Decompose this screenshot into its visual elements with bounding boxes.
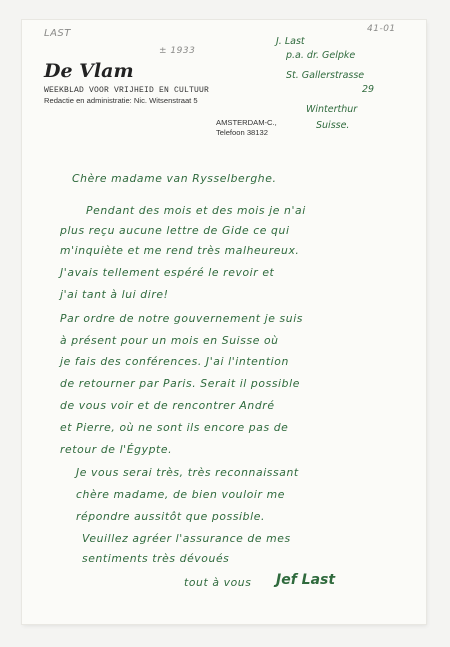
body-line: sentiments très dévoués (82, 552, 230, 565)
archive-note-top-right: 41-01 (367, 24, 396, 34)
archive-note-top-left: LAST (44, 28, 71, 39)
letterhead-address: Redactie en administratie: Nic. Witsenstraat 5 (44, 96, 198, 105)
archive-year-note: ± 1933 (159, 46, 196, 56)
address-line: Suisse. (316, 120, 350, 131)
letterhead-phone: Telefoon 38132 (216, 128, 268, 137)
body-line: J'avais tellement espéré le revoir et (60, 266, 275, 279)
body-line: Je vous serai très, très reconnaissant (76, 466, 299, 479)
letterhead-tagline: WEEKBLAD VOOR VRIJHEID EN CULTUUR (44, 86, 210, 95)
signature: Jef Last (276, 572, 336, 588)
address-line: 29 (362, 84, 375, 95)
body-line: j'ai tant à lui dire! (60, 288, 169, 301)
body-line: répondre aussitôt que possible. (76, 510, 265, 523)
letterhead-title: De Vlam (44, 60, 134, 82)
letterhead-city: AMSTERDAM-C., (216, 118, 277, 127)
address-line: St. Gallerstrasse (286, 70, 365, 81)
body-line: et Pierre, où ne sont ils encore pas de (60, 421, 289, 434)
body-line: à présent pour un mois en Suisse où (60, 334, 279, 347)
body-line: de retourner par Paris. Serait il possible (60, 377, 300, 390)
letterhead-city-block (216, 118, 277, 138)
body-line: Veuillez agréer l'assurance de mes (82, 532, 291, 545)
body-line: de vous voir et de rencontrer André (60, 399, 275, 412)
body-line: m'inquiète et me rend très malheureux. (60, 244, 300, 257)
greeting: Chère madame van Rysselberghe. (72, 172, 277, 185)
body-line: je fais des conférences. J'ai l'intention (60, 355, 289, 368)
body-line: chère madame, de bien vouloir me (76, 488, 285, 501)
body-line: Pendant des mois et des mois je n'ai (86, 204, 306, 217)
closing: tout à vous (184, 576, 252, 589)
body-line: plus reçu aucune lettre de Gide ce qui (60, 224, 290, 237)
body-line: retour de l'Égypte. (60, 443, 173, 456)
address-line: Winterthur (306, 104, 358, 115)
address-line: p.a. dr. Gelpke (286, 50, 356, 61)
address-line: J. Last (276, 36, 305, 47)
body-line: Par ordre de notre gouvernement je suis (60, 312, 304, 325)
